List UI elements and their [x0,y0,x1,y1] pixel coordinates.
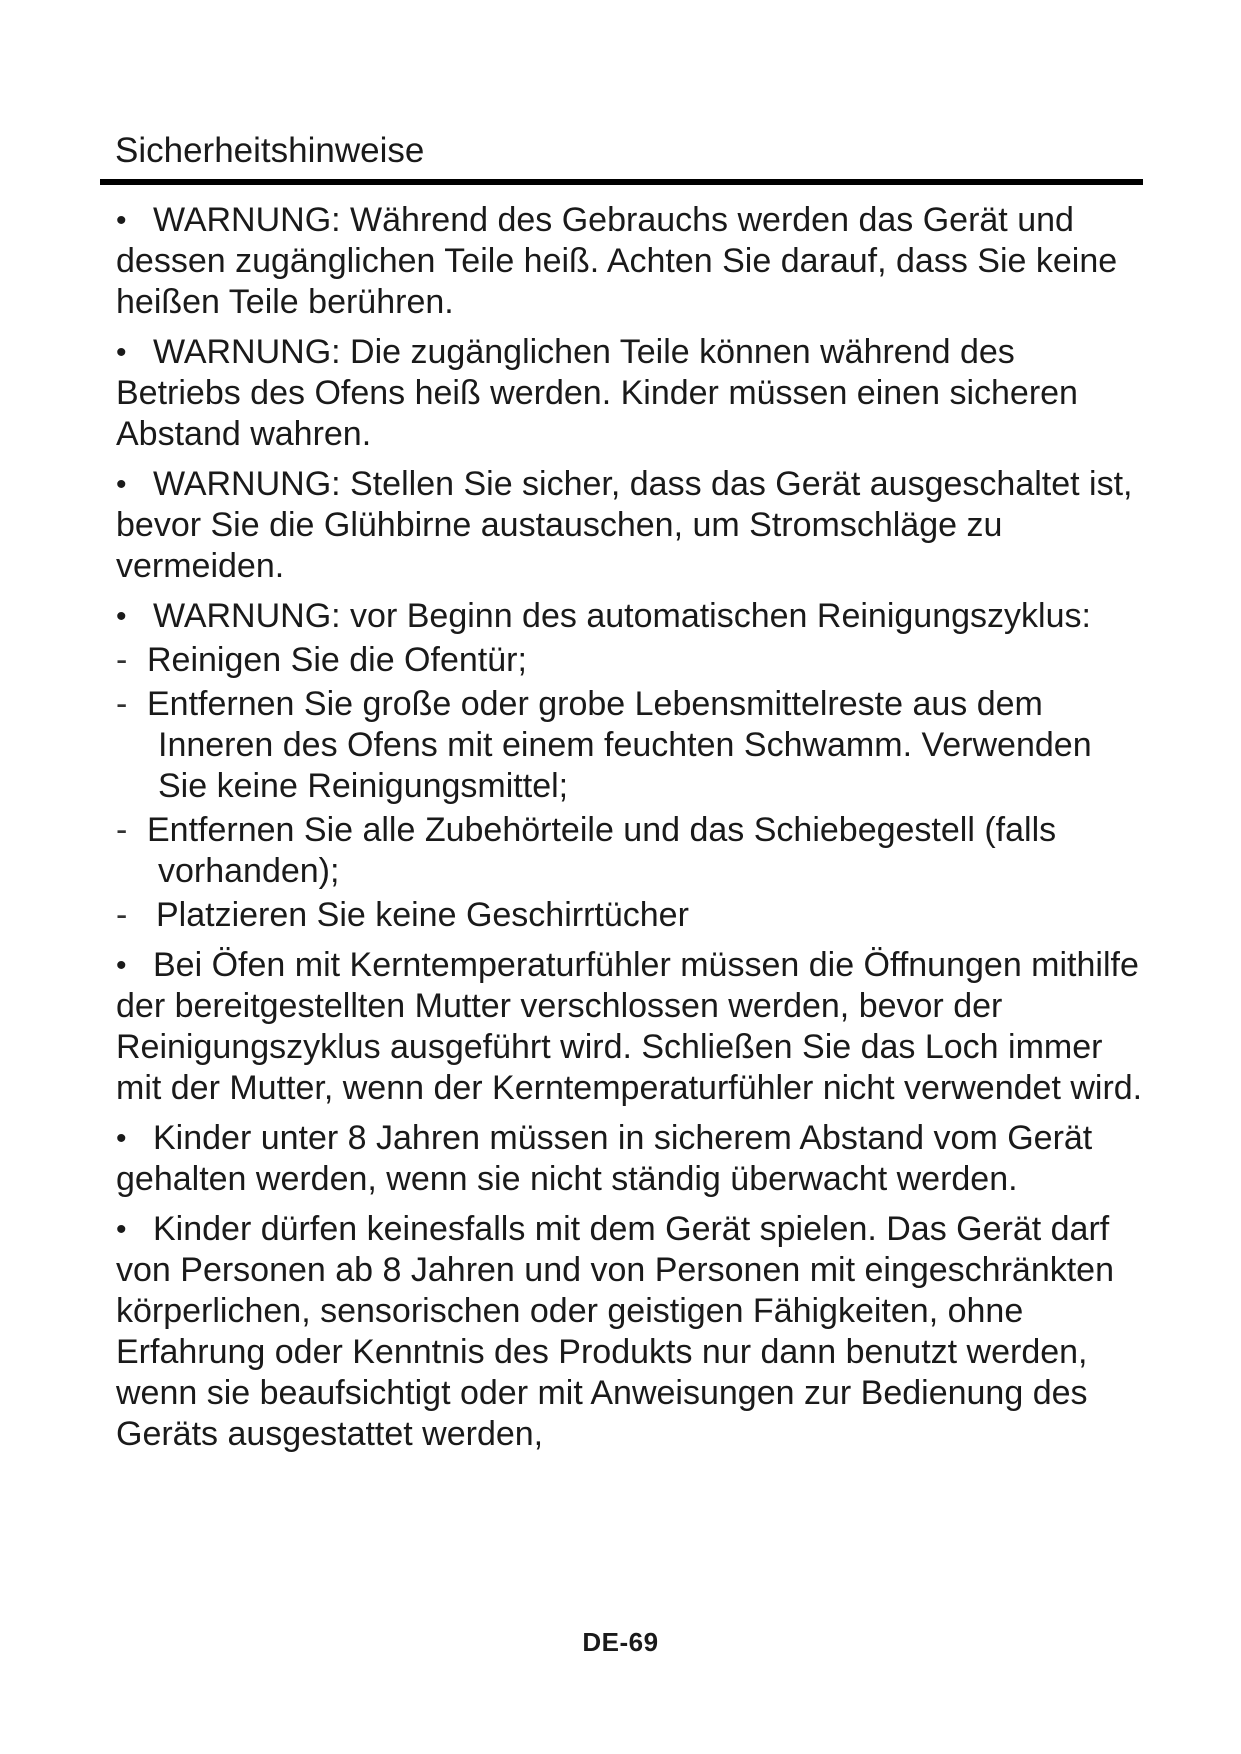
list-item-text: Bei Öfen mit Kerntemperaturfühler müssen die Öffnungen mithilfe der bereitgestellten Mutter verschlossen werden, bevor der Reinigungszyklus ausgeführt wird. Schließen Sie das Loch immer mit der Mutter, wenn der Kerntemperaturfühler nicht verwendet wird. [116,946,1143,1107]
list-item-text: Kinder unter 8 Jahren müssen in sicherem Abstand vom Gerät gehalten werden, wenn sie nicht ständig überwacht werden. [116,1119,1093,1198]
list-item [116,945,1146,1109]
sub-list-item [116,810,1146,892]
list-item [116,596,1146,637]
sub-list-item-text: Reinigen Sie die Ofentür; [147,641,527,679]
page-number: DE-69 [582,1627,659,1657]
sub-list-item-text: Platzieren Sie keine Geschirrtücher [156,896,689,934]
bullet-icon: • [116,204,127,237]
list-item-text: WARNUNG: Stellen Sie sicher, dass das Gerät ausgeschaltet ist, bevor Sie die Glühbirne austauschen, um Stromschläge zu vermeiden. [116,465,1133,585]
list-item-text: WARNUNG: Während des Gebrauchs werden das Gerät und dessen zugänglichen Teile heiß. Achten Sie darauf, dass Sie keine heißen Teile berühren. [116,201,1118,321]
dash-icon: - [116,811,128,849]
sub-list-item [116,640,1146,681]
list-item-text: Kinder dürfen keinesfalls mit dem Gerät spielen. Das Gerät darf von Personen ab 8 Jahren und von Personen mit eingeschränkten körperlichen, sensorischen oder geistigen Fähigkeiten, ohne Erfahrung oder Kenntnis des Produkts nur dann benutzt werden, wenn sie beaufsichtigt oder mit Anweisungen zur Bedienung des Geräts ausgestattet werden, [116,1210,1114,1453]
list-item [116,464,1146,587]
list-item [116,1118,1146,1200]
bullet-icon: • [116,949,127,982]
list-item [116,332,1146,455]
bullet-icon: • [116,600,127,633]
title-divider [100,179,1143,185]
dash-icon: - [116,685,128,723]
bullet-icon: • [116,1122,127,1155]
sub-list-item-text: Entfernen Sie alle Zubehörteile und das Schiebegestell (falls vorhanden); [147,811,1057,890]
sub-list-item-text: Entfernen Sie große oder grobe Lebensmittelreste aus dem Inneren des Ofens mit einem feuchten Schwamm. Verwenden Sie keine Reinigungsmittel; [147,685,1092,805]
bullet-icon: • [116,336,127,369]
list-item-text: WARNUNG: Die zugänglichen Teile können während des Betriebs des Ofens heiß werden. Kinder müssen einen sicheren Abstand wahren. [116,333,1078,453]
list-item [116,200,1146,323]
sub-list-item [116,684,1146,807]
bullet-icon: • [116,468,127,501]
dash-icon: - [116,641,128,679]
list-item [116,1209,1146,1455]
bullet-icon: • [116,1213,127,1246]
sub-list-item [116,895,1146,936]
section-title: Sicherheitshinweise [115,131,425,170]
list-item-text: WARNUNG: vor Beginn des automatischen Reinigungszyklus: [153,597,1091,635]
safety-instructions-list [116,200,1146,1464]
dash-icon: - [116,896,128,934]
